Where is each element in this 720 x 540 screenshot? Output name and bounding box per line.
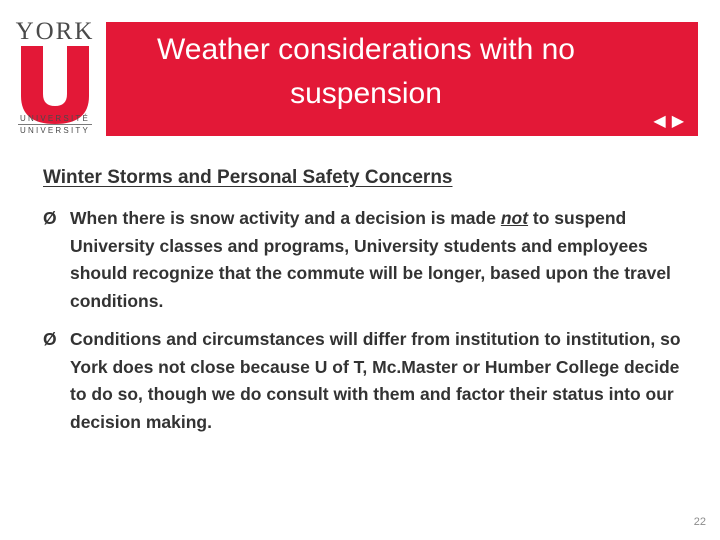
logo-line-english: UNIVERSITY [19,126,90,135]
triangle-left-icon[interactable]: ◀ [653,113,666,130]
bullet-list [43,205,693,447]
logo-wordmark: YORK [15,18,95,45]
slide-title-line-1: Weather considerations with no [156,33,575,66]
york-university-logo [14,16,96,140]
page-number: 22 [693,516,706,528]
bullet-item-1 [43,205,693,315]
arrow-bullet-icon: Ø [43,329,57,349]
title-banner [106,22,698,136]
bullet-emphasis: not [500,208,529,228]
bullet-text-before: When there is snow activity and a decision is made [70,208,501,228]
slide-title-line-2: suspension [290,77,442,110]
bullet-item-2 [43,326,693,436]
arrow-bullet-icon: Ø [43,208,57,228]
bullet-text-after: to suspend University classes and programs, University students and employees should recognize that the commute will be longer, based upon the travel conditions. [70,208,671,311]
section-subtitle: Winter Storms and Personal Safety Concerns [43,167,453,188]
logo-line-french: UNIVERSITÉ [19,114,90,123]
bullet-text: Conditions and circumstances will differ from institution to institution, so York does not close because U of T, Mc.Master or Humber College decide to do so, though we do consult with them and factor their status into our decision making. [70,329,681,432]
slide-title [106,28,626,116]
triangle-right-icon[interactable]: ▶ [671,113,684,130]
slide-navigation [653,114,684,130]
logo-divider [18,124,92,125]
